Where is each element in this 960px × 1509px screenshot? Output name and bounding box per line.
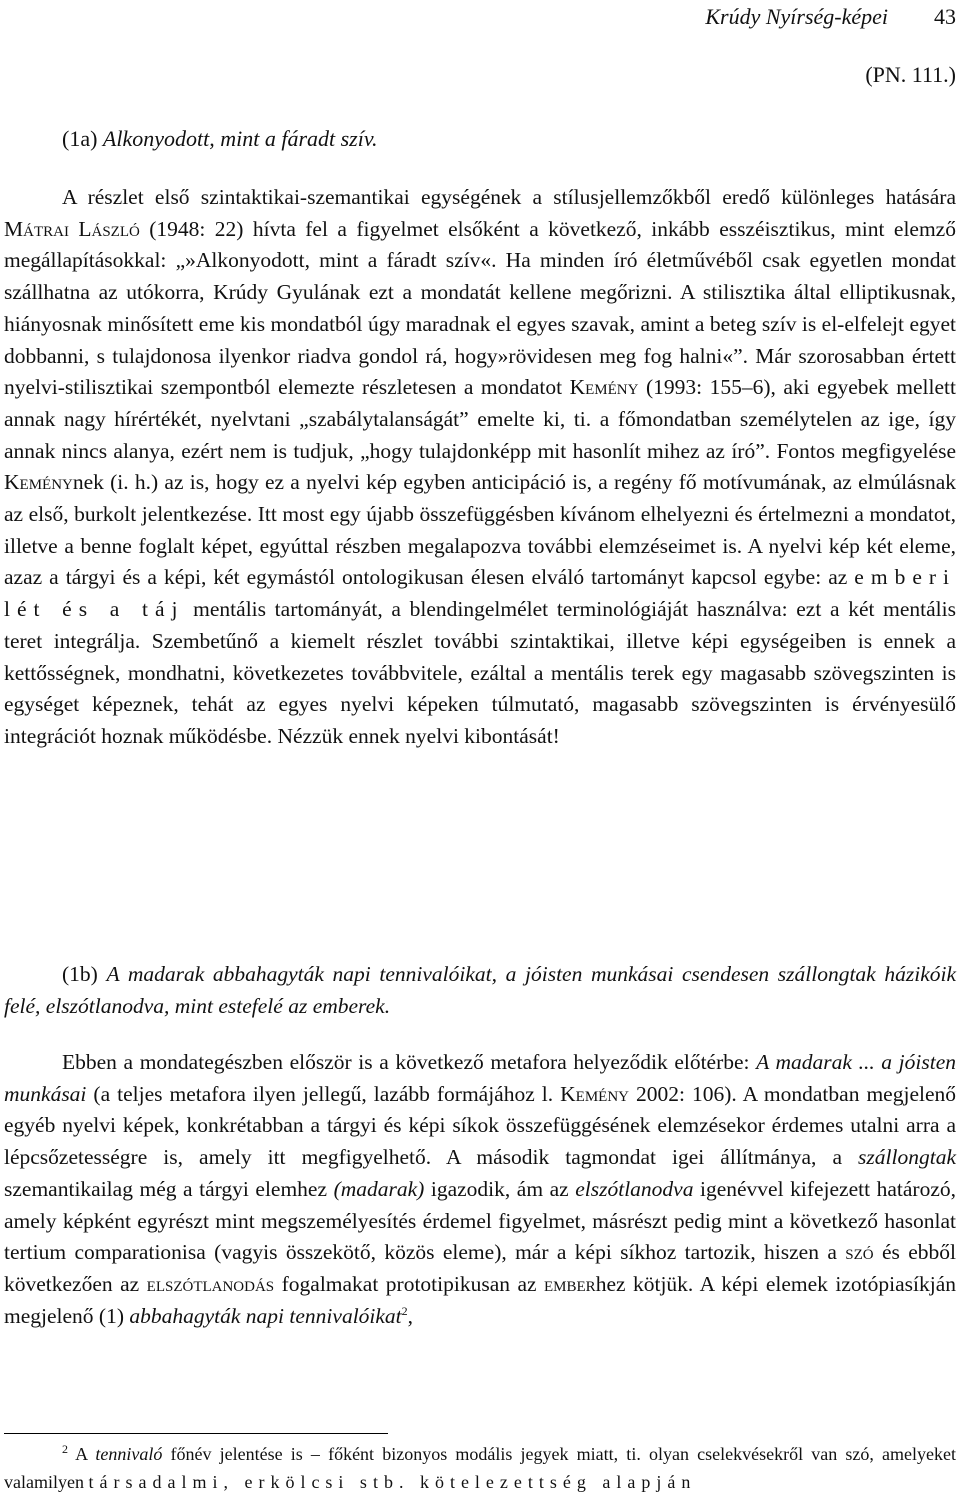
text-run: szemantikailag még a tárgyi elemhez [4,1176,334,1201]
text-run: , [407,1303,414,1328]
text-run: A részlet első szintaktikai-szemantikai egységének a stílusjellemzőkből eredő különleges hatására [62,185,956,209]
footnote [4,1440,956,1496]
text-run: fogalmakat prototipikusan az [274,1271,544,1296]
text-run: A [75,1444,96,1464]
concept-term: elszótlanodás [146,1271,275,1296]
text-run: főnév jelentése is – főként bizonyos modális jegyek miatt, ti. olyan cselekvésekről van szó, amelyeket valamilyen [4,1444,956,1492]
page-header [0,4,960,32]
example-label: (1a) [62,126,98,151]
source-reference: (PN. 111.) [865,62,956,87]
author-name: Mátrai László [4,216,140,241]
text-run: 2002: 106). A mondatban megjelenő egyéb nyelvi képek, konkrétabban a tárgyi és képi síkok összefüggésének elemzésekor érdemes utalni arra a lépcsőzetességre is, amely itt megfigyelhető. A második tagmondat igei állítmánya, a [4,1081,957,1170]
spaced-term: emberi lét [4,565,956,622]
footnote-number: 2 [62,1442,68,1456]
example-1b [4,958,956,1022]
author-name: Kemény [4,470,73,495]
example-text: Alkonyodott, mint a fáradt szív. [102,126,378,151]
author-name: Kemény [560,1081,629,1106]
text-run: (1993: 155–6), aki egyebek mellett annak nagy hírértékét, nyelvtani „szabálytalanságát” emelte ki, ti. a főmondatban személytelen az ige, így annak nincs alanya, ezért nem is tudjuk, „hogy tulajdonképp mit hasonlít mihez az író”. Fontos megfigyelése [4,375,956,463]
page-number: 43 [934,4,956,29]
spaced-term: társadalmi, erkölcsi stb. kötelezettség alapján [88,1472,697,1492]
concept-term: szó [845,1240,874,1265]
quoted-phrase: (madarak) [333,1176,425,1201]
text-run: igazodik, ám az [424,1176,576,1201]
text-run: hez kötjük. A képi elemek izotópiasíkján megjelenő (1) [4,1271,956,1328]
text-run: (1948: 22) hívta fel a figyelmet elsőként a következő, inkább esszéisztikus, mint elemző megállapításokkal: „»Alkonyodott, mint a fáradt szív«. Ha minden író életművéből csak egyetlen mondat szállhatna az utókorra, Krúdy Gyulának ezt a mondatát kellene megőrizni. A stilisztika által elliptikusnak, hiányosnak minősített eme kis mondatból úgy maradnak el egyes szavak, amint a beteg szív is el-elfelejt egyet dobbanni, s tulajdonosa ilyenkor riadva gondol rá, hogy»rövidesen meg fog halni«”. Már szorosabban értett nyelvi-stilisztikai szempontból elemezte részletesen a mondatot [4,216,956,400]
quoted-phrase: abbahagyták napi tennivalóikat [129,1303,402,1328]
body-paragraph [4,182,956,753]
text-run: igenévvel kifejezett határozó, amely képként egyrészt mint megszemélyesítés érdemel figyelmet, másrészt pedig mint a következő hasonlat tertium comparationisa (vagyis összekötő, közös eleme), már a képi síkhoz tartozik, hiszen a [4,1176,957,1265]
footnote-marker[interactable]: 2 [401,1303,408,1318]
quoted-phrase: elszótlanodva [575,1176,694,1201]
text-run: Ebben a mondategészben először is a következő metafora helyeződik előtérbe: [62,1050,757,1074]
example-label: (1b) [62,962,98,986]
example-text: A madarak abbahagyták napi tennivalóikat, a jóisten munkásai csendesen szállongtak házikóik felé, elszótlanodva, mint estefelé az emberek. [4,962,956,1018]
spaced-term: és a [46,597,142,622]
author-name: Kemény [569,375,639,400]
body-paragraph [4,1047,956,1332]
text-run: (a teljes metafora ilyen jellegű, lazább formájához l. [86,1081,561,1106]
quoted-phrase: A madarak ... a jóisten munkásai [4,1050,957,1106]
example-1a [62,126,378,152]
concept-term: ember [544,1271,596,1296]
footnote-divider [4,1433,388,1434]
text-run: nek (i. h.) az is, hogy ez a nyelvi kép egyben anticipáció is, a regény fő motívumának, az elmúlásnak az első, burkolt jelentkezése. Itt most egy újabb összefüggésben kívánom elhelyezni és értelmezni a mondatot, illetve a benne foglalt képet, egyúttal részben megalapozva további elemzéseimet is. A nyelvi kép két eleme, azaz a tárgyi és a képi, két egymástól ontologikusan élesen elváló tartományt kapcsol egybe: az [4,470,956,590]
running-title: Krúdy Nyírség-képei [705,4,888,29]
text-run: és ebből következően az [4,1240,956,1296]
spaced-term: táj [141,597,185,622]
text-run: mentális tartományát, a blendingelmélet terminológiáját használva: ezt a két mentális teret integrálja. Szembetűnő a kiemelt részlet további szintaktikai, illetve képi egységeiben is ennek a kettősségnek, mondhatni, következetes továbbvitele, ezáltal a mentális terek egy magasabb szövegszinten is egységet képeznek, tehát az egyes nyelvi képeken túlmutató, magasabb szövegszinten is érvényesülő integrációt hoznak működésbe. Nézzük ennek nyelvi kibontását! [4,597,956,748]
quoted-phrase: tennivaló [95,1444,163,1464]
quoted-phrase: szállongtak [858,1145,956,1170]
